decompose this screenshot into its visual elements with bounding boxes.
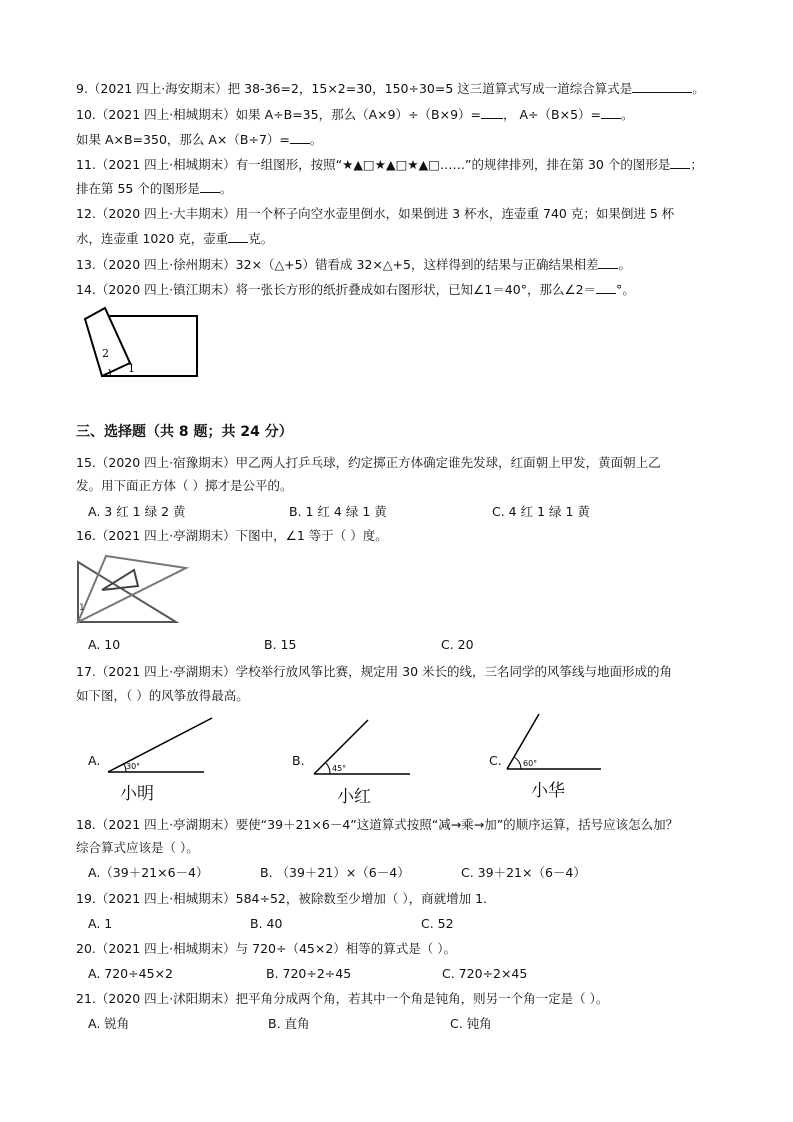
question-17-line2: 如下图，（ ）的风筝放得最高。: [76, 688, 249, 703]
question-11: 11.（2021 四上·相城期末）有一组图形，按照“★▲□★▲□★▲□……”的规律排列，排在第 30 个的图形是 ；: [76, 157, 703, 172]
set-square-1: [78, 562, 176, 622]
option-a[interactable]: A. 1: [88, 916, 113, 931]
option-a[interactable]: A. 锐角: [88, 1016, 130, 1031]
question-18-line2: 综合算式应该是（ ）。: [76, 840, 199, 855]
option-b[interactable]: B. 720÷2÷45: [266, 966, 352, 981]
question-13: 13.（2020 四上·徐州期末）32×（△+5）错看成 32×△+5，这样得到的结果与正确结果相差 。: [76, 257, 631, 272]
question-11-line2: 排在第 55 个的图形是 。: [76, 181, 233, 196]
folded-paper-figure: [78, 305, 208, 385]
angle-1-label: 1: [128, 362, 135, 375]
answer-blank[interactable]: [228, 230, 248, 243]
option-b[interactable]: B. 15: [264, 637, 297, 652]
option-c[interactable]: C. 钝角: [450, 1016, 492, 1031]
question-14: 14.（2020 四上·镇江期末）将一张长方形的纸折叠成如右图形状，已知∠1＝40°，那么∠2＝ °。: [76, 282, 635, 297]
student-name: 小华: [531, 781, 565, 801]
student-name: 小明: [120, 784, 154, 804]
answer-blank[interactable]: [670, 156, 690, 169]
option-c[interactable]: C. 39＋21×（6－4）: [461, 865, 586, 880]
option-a[interactable]: A. 10: [88, 637, 121, 652]
question-21: 21.（2020 四上·沭阳期末）把平角分成两个角，若其中一个角是钝角，则另一个角一定是（ ）。: [76, 991, 609, 1006]
answer-blank[interactable]: [596, 281, 616, 294]
option-c[interactable]: C. 52: [421, 916, 454, 931]
option-b[interactable]: B.: [292, 753, 305, 768]
question-15-line2: 发。用下面正方体（ ）掷才是公平的。: [76, 478, 293, 493]
answer-blank[interactable]: [200, 180, 220, 193]
question-10: 10.（2021 四上·相城期末）如果 A÷B=35，那么（A×9）÷（B×9）= ， A÷（B×5）= 。: [76, 107, 634, 122]
option-c[interactable]: C.: [489, 753, 502, 768]
question-15: 15.（2020 四上·宿豫期末）甲乙两人打乒乓球，约定掷正方体确定谁先发球，红面朝上甲发，黄面朝上乙: [76, 455, 661, 470]
option-c[interactable]: C. 4 红 1 绿 1 黄: [492, 504, 590, 519]
question-12-line2: 水，连壶重 1020 克，壶重 克。: [76, 231, 274, 246]
answer-blank[interactable]: [598, 256, 618, 269]
option-b[interactable]: B. （39＋21）×（6－4）: [260, 865, 410, 880]
question-10-line2: 如果 A×B=350，那么 A×（B÷7）= 。: [76, 132, 323, 147]
folded-flap: [85, 308, 130, 376]
angle-label: 30°: [126, 762, 141, 771]
question-16: 16.（2021 四上·亭湖期末）下图中，∠1 等于（ ）度。: [76, 528, 388, 543]
answer-blank[interactable]: [481, 106, 503, 119]
set-square-2: [78, 556, 186, 622]
answer-blank[interactable]: [632, 80, 692, 93]
question-20: 20.（2021 四上·相城期末）与 720÷（45×2）相等的算式是（ ）。: [76, 941, 456, 956]
option-a[interactable]: A.: [88, 753, 101, 768]
option-b[interactable]: B. 直角: [268, 1016, 310, 1031]
section-title: 三、选择题（共 8 题；共 24 分）: [76, 424, 293, 440]
option-a[interactable]: A. 720÷45×2: [88, 966, 173, 981]
option-b[interactable]: B. 40: [250, 916, 283, 931]
question-17: 17.（2021 四上·亭湖期末）学校举行放风筝比赛，规定用 30 米长的线，三名同学的风筝线与地面形成的角: [76, 664, 672, 679]
question-18: 18.（2021 四上·亭湖期末）要使“39＋21×6－4”这道算式按照“减→乘→加”的顺序运算，括号应该怎么加？: [76, 817, 679, 832]
kite-angle-60: [505, 712, 605, 772]
triangle-rulers-figure: [76, 552, 191, 627]
option-a[interactable]: A.（39＋21×6－4）: [88, 865, 209, 880]
option-c[interactable]: C. 720÷2×45: [442, 966, 528, 981]
question-9: 9.（2021 四上·海安期末）把 38-36=2，15×2=30，150÷30=5 这三道算式写成一道综合算式是 。: [76, 81, 705, 96]
option-a[interactable]: A. 3 红 1 绿 2 黄: [88, 504, 186, 519]
kite-angle-30: [104, 716, 216, 776]
question-12: 12.（2020 四上·大丰期末）用一个杯子向空水壶里倒水，如果倒进 3 杯水，连壶重 740 克；如果倒进 5 杯: [76, 206, 675, 221]
student-name: 小红: [337, 787, 371, 807]
option-c[interactable]: C. 20: [441, 637, 474, 652]
angle-2-label: 2: [102, 347, 109, 360]
question-19: 19.（2021 四上·相城期末）584÷52，被除数至少增加（ ），商就增加 1.: [76, 891, 487, 906]
answer-blank[interactable]: [601, 106, 621, 119]
option-b[interactable]: B. 1 红 4 绿 1 黄: [289, 504, 387, 519]
angle-label: 45°: [332, 764, 347, 773]
kite-angle-45: [310, 716, 416, 778]
angle-1-label: 1: [79, 603, 85, 613]
angle-label: 60°: [523, 759, 538, 768]
answer-blank[interactable]: [290, 131, 310, 144]
